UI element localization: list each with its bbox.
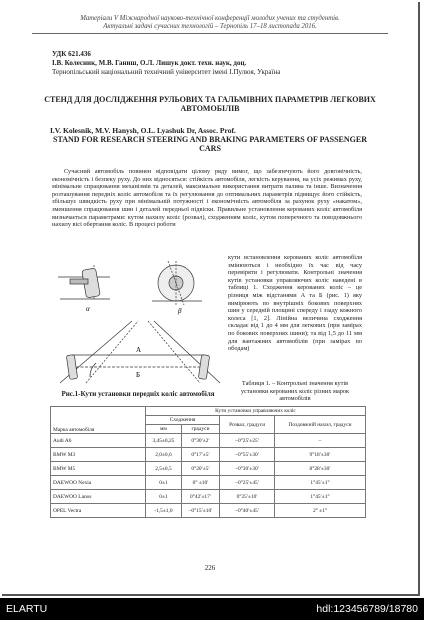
cell-brand: BMW M5: [51, 462, 146, 476]
col-deg-header: градуси: [181, 425, 219, 434]
cell-camber: –0°30′±30′: [220, 462, 275, 476]
cell-deg: 0°30′±2′: [181, 434, 219, 448]
table-row: [51, 504, 366, 518]
cell-mm: 2,5±0,5: [146, 462, 182, 476]
col-caster-header: Поздовжній нахил, градуси: [275, 416, 366, 434]
col-toe-header: Сходження: [146, 416, 220, 425]
cell-deg: 0°20′±5′: [181, 462, 219, 476]
table-row: [51, 434, 366, 448]
cell-camber: –0°55′±30′: [220, 448, 275, 462]
col-mm-header: мм: [146, 425, 182, 434]
handle-identifier: hdl:123456789/18780: [316, 603, 418, 615]
cell-mm: 0±1: [146, 476, 182, 490]
cell-deg: 0°17′±5′: [181, 448, 219, 462]
paragraph-1: Сучасний автомобіль повинен відповідати цілому ряду вимог, що забезпечують його довговічність, економічність і безпеку руху. До них відносяться: стійкість автомобіля, легкість керування, на усіх режимах руху, мінімальне спрацювання механізмів та деталей, максимальне використання витрати палива та інше. Визначення розташування передніх коліс автомобіля та їх регулювання до оптимальних параметрів підвищує його стійкість, збільшує швидкість руху при мінімальній потужності і економічність автомобіля за рахунок руху «накатом», зменшення спрацювання шин і деталей передньої підвіски. Правильне установлення керованих коліс автомобіля визначається параметрами: кутом нахилу коліс (розвал), сходженням коліс, кутом поперечного та повздовжнього нахилу вісі обертання коліс. В процесі роботи: [52, 168, 362, 229]
conference-line-1: Матеріали V Міжнародної науково-технічної конференції молодих учених та студентів.: [80, 15, 340, 22]
group-header: Кути установки управляючих коліс: [146, 407, 366, 416]
repository-name: ELARTU: [6, 603, 48, 615]
cell-deg: 0°42′±17′: [181, 490, 219, 504]
label-beta: β: [178, 307, 182, 315]
authors-ua: І.В. Колесник, М.В. Ганиш, О.Л. Лишук докт. техн. наук, доц.: [52, 59, 247, 67]
cell-caster: 1°45′±1°: [275, 490, 366, 504]
page-number: 226: [204, 564, 216, 572]
title-ua: СТЕНД ДЛЯ ДОСЛІДЖЕННЯ РУЛЬОВИХ ТА ГАЛЬМІВНИХ ПАРАМЕТРІВ ЛЕГКОВИХ АВТОМОБІЛІВ: [44, 95, 376, 113]
cell-mm: 3,45±0,25: [146, 434, 182, 448]
cell-caster: 2° ±1°: [275, 504, 366, 518]
table-caption: Таблиця 1. – Контрольні значення кутів установки керованих коліс різних марок автомобілів: [240, 380, 350, 403]
paper-page: [2, 2, 420, 596]
conference-line-2: Актуальні задачі сучасних технологій – Тернопіль 17–18 листопада 2016.: [103, 23, 317, 30]
label-A: A: [136, 346, 142, 354]
cell-brand: OPEL Vectra: [51, 504, 146, 518]
cell-caster: 8°28′±30′: [275, 462, 366, 476]
cell-mm: -1,5±1,0: [146, 504, 182, 518]
cell-caster: 9°18′±30′: [275, 448, 366, 462]
cell-deg: 0° ±10′: [181, 476, 219, 490]
wheel-alignment-figure: [50, 259, 226, 387]
table-row: [51, 490, 366, 504]
table-row: [51, 448, 366, 462]
table-row: [51, 476, 366, 490]
viewer-footer-bar: [0, 598, 424, 620]
cell-brand: DAEWOO Lanos: [51, 490, 146, 504]
alignment-table: [50, 406, 366, 518]
institution-ua: Тернопільський національний технічний університет імені І.Пулюя, Україна: [52, 68, 281, 76]
cell-brand: DAEWOO Nexia: [51, 476, 146, 490]
cell-camber: –0°25′±25′: [220, 434, 275, 448]
title-en: STAND FOR RESEARCH STEERING AND BRAKING PARAMETERS OF PASSENGER CARS: [53, 135, 367, 153]
cell-brand: Audi A6: [51, 434, 146, 448]
label-alpha: α: [86, 305, 90, 313]
col-camber-header: Розвал, градуси: [220, 416, 275, 434]
table-row: [51, 462, 366, 476]
figure-caption: Рис.1-Кути установки передніх коліс автомобіля: [61, 390, 215, 398]
cell-camber: 0°25′±10′: [220, 490, 275, 504]
cell-camber: –0°25′±45′: [220, 476, 275, 490]
cell-mm: 0±1: [146, 490, 182, 504]
header-rule: [32, 33, 388, 34]
udk-code: УДК 621.436: [52, 50, 91, 58]
paragraph-2: кути встановлення керованих коліс автомобіля змінюються і необхідно їх час від часу перевіряти і регулювати. Контрольні значення кутів установки управляючих коліс наведені в таблиці 1. Сходження керованих коліс – це різниця між відстанями А та Б (рис. 1) яку вимірюють по внутрішніх бокових поверхнях шин у середній площині спереду і ззаду кожного колеса [1, 2]. Лінійна величина сходження складає від 1 до 4 мм для легкових (при замірах по бокових поверхнях шини); та від 1,5 до 11 мм для вантажних автомобілів (при замірах по ободам): [228, 254, 362, 353]
col-brand-header: Марка автомобіля: [51, 407, 146, 434]
label-B: Б: [136, 371, 141, 379]
cell-brand: BMW M3: [51, 448, 146, 462]
cell-mm: 2,0±0,6: [146, 448, 182, 462]
cell-caster: –: [275, 434, 366, 448]
cell-camber: –0°40′±45′: [220, 504, 275, 518]
cell-caster: 1°45′±1°: [275, 476, 366, 490]
authors-en: I.V. Kolesnik, M.V. Hanysh, O.L. Lyashuk Dr, Assoc. Prof.: [50, 126, 236, 135]
cell-deg: –0°15′±10′: [181, 504, 219, 518]
